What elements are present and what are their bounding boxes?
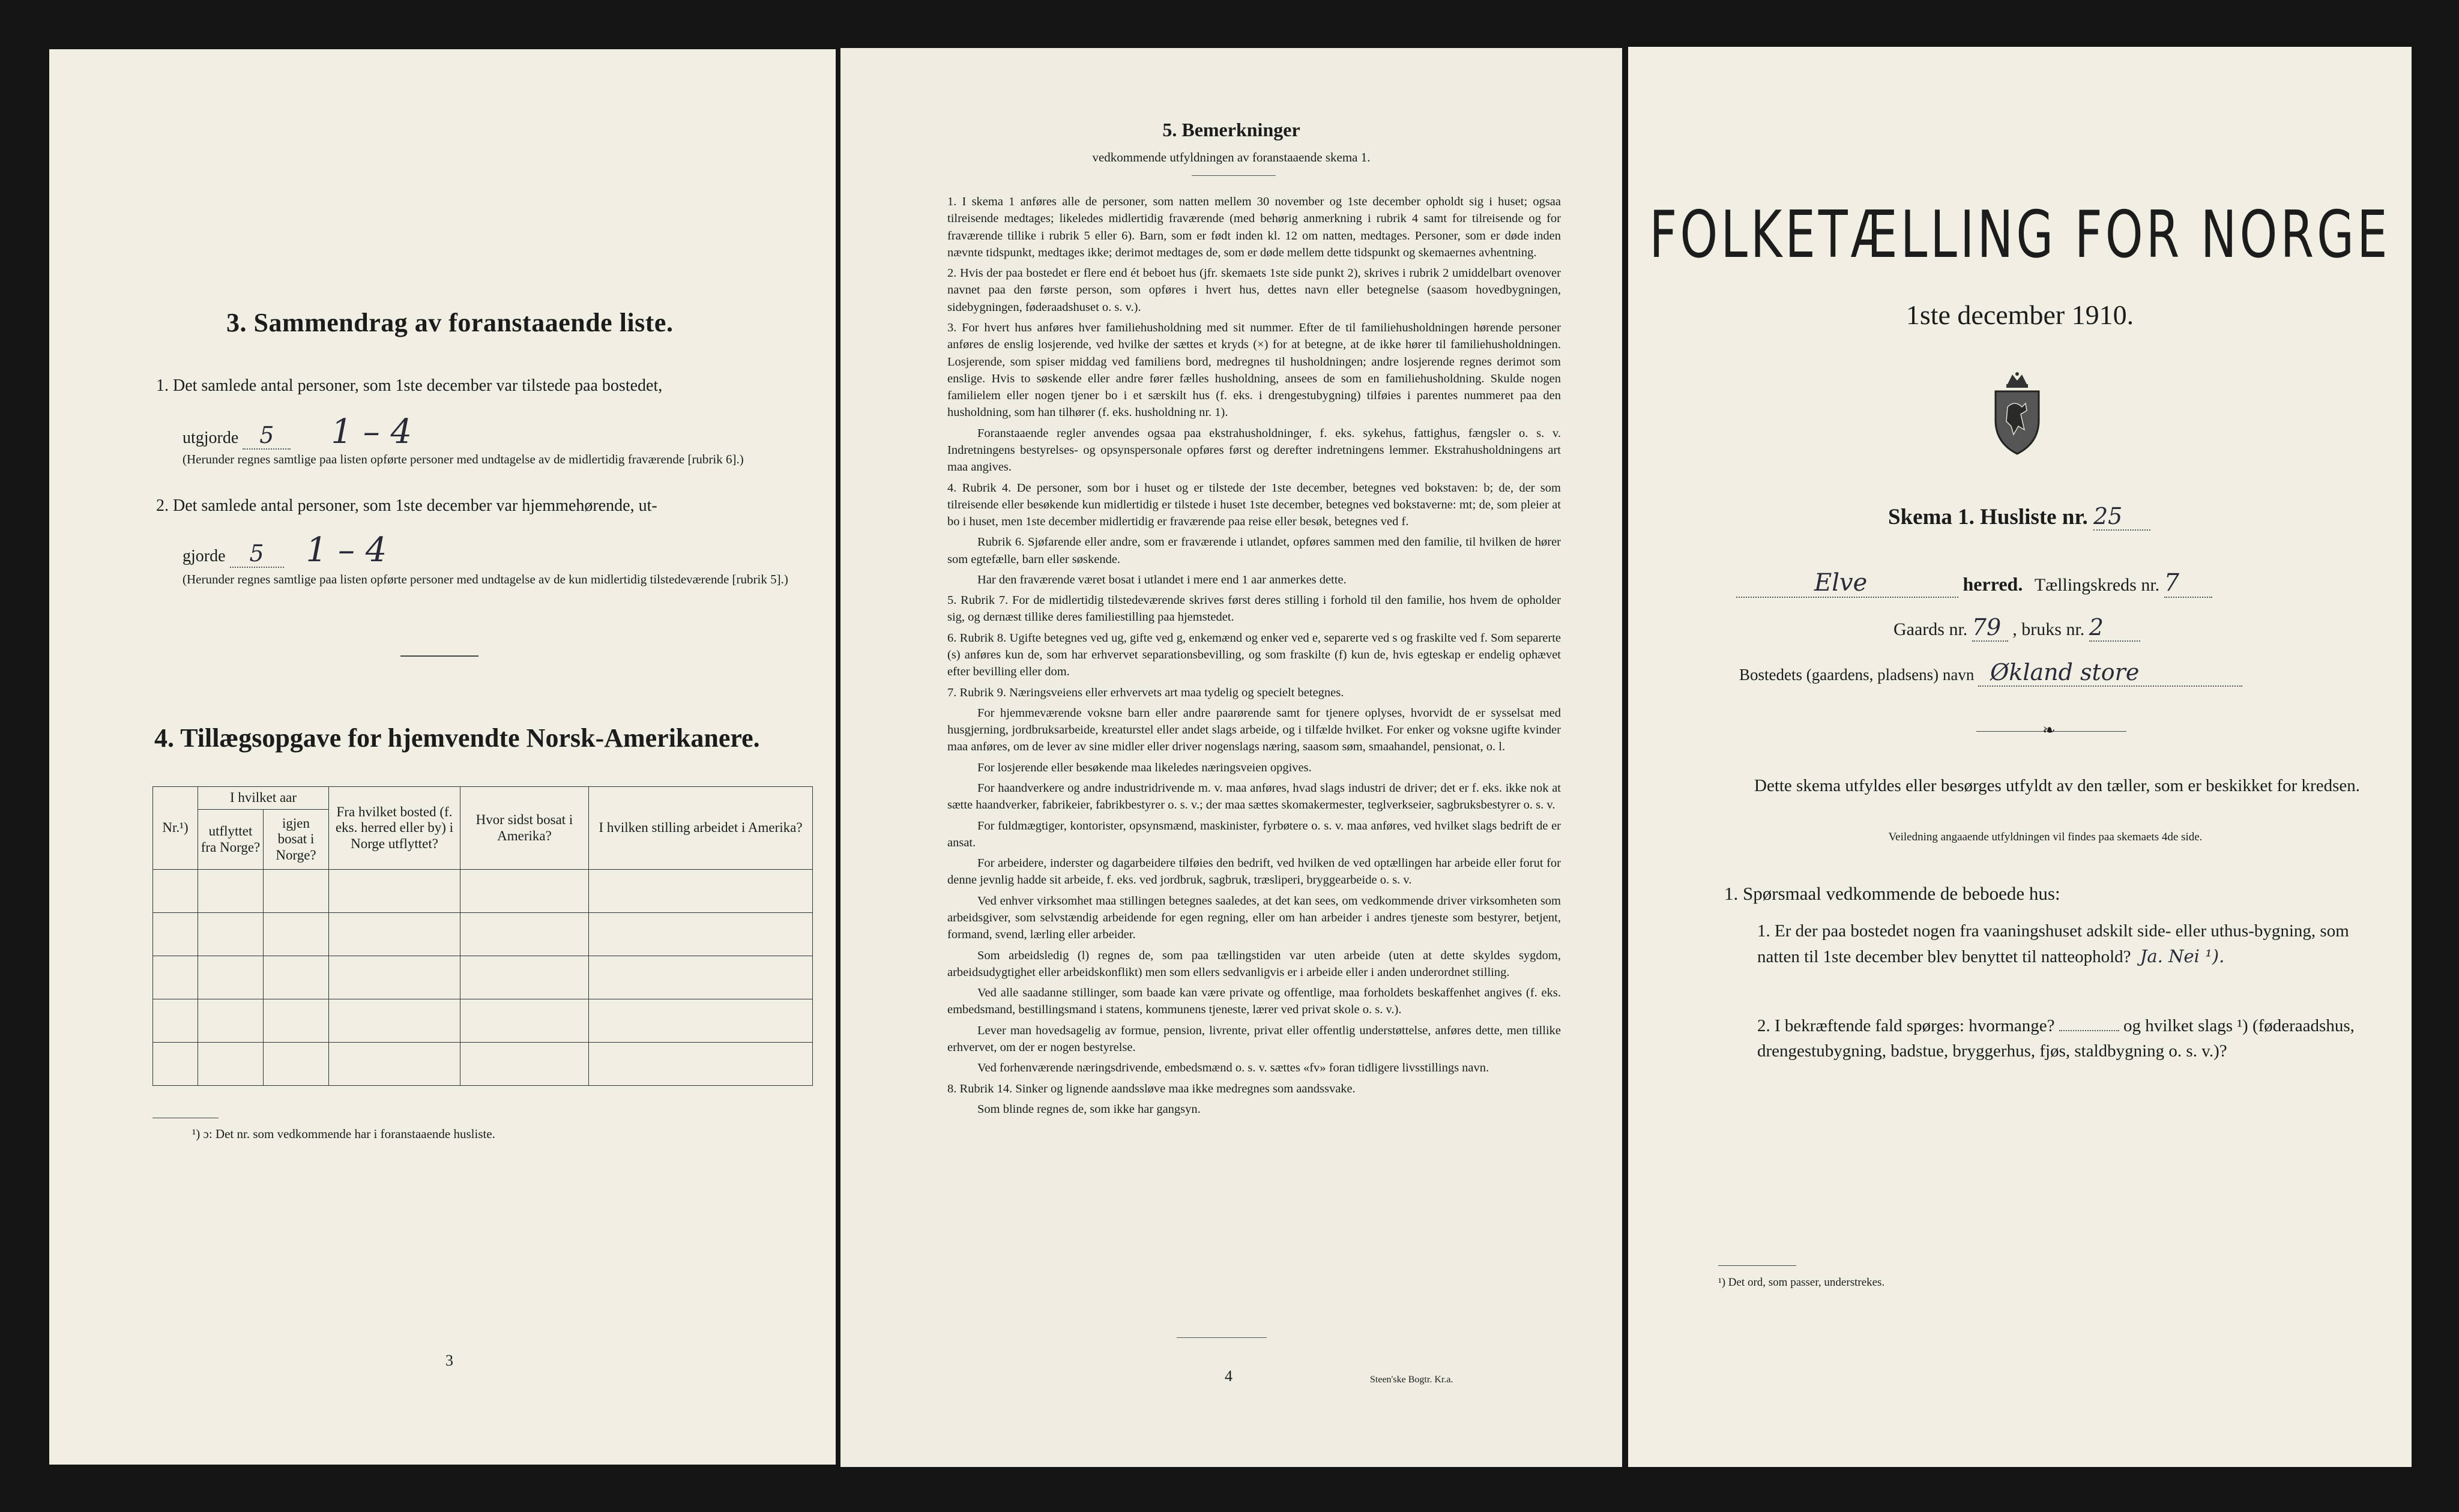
th-stilling: I hvilken stilling arbeidet i Amerika? bbox=[589, 787, 813, 870]
item1-note: (Herunder regnes samtlige paa listen opførte personer med undtagelse av de midlertidig fraværende [rubrik 6].) bbox=[183, 452, 744, 466]
husliste-nr: 25 bbox=[2093, 503, 2150, 531]
gaards-value: 79 bbox=[1972, 614, 2008, 642]
footnote-rule bbox=[1718, 1265, 1796, 1266]
table-row bbox=[153, 913, 813, 956]
item2-line1: 2. Det samlede antal personer, som 1ste december var hjemmehørende, ut- bbox=[156, 496, 657, 515]
remark-5: 5. Rubrik 7. For de midlertidig tilstedeværende skrives først deres stilling i forhold til den familie, hos hvem de opholder sig, og dernæst tillike deres familiestilling paa hjemstedet. bbox=[947, 594, 1561, 624]
remarks-title: 5. Bemerkninger bbox=[1162, 119, 1300, 140]
intro-text: Dette skema utfyldes eller besørges utfyldt av den tæller, som er beskikket for kredsen. bbox=[1754, 776, 2360, 795]
remark-8: 8. Rubrik 14. Sinker og lignende aandssløve maa ikke medregnes som aandssvake. bbox=[947, 1082, 1356, 1095]
bruks-value: 2 bbox=[2089, 614, 2140, 642]
table-row bbox=[153, 1043, 813, 1086]
remark-3b: Foranstaaende regler anvendes ogsaa paa ekstrahusholdninger, f. eks. sykehus, fattighus, fængsler o. s. v. Indretningens bestyrelses- og opsynspersonale opføres først og derefter indretningens lemmer. Ekstrahusholdningens art maa angives. bbox=[947, 426, 1561, 474]
remarks-body bbox=[947, 193, 1561, 1121]
question-2-text-c: (føderaadshus, drengestubygning, badstue, bryggerhus, fjøs, staldbygning o. s. v.)? bbox=[1757, 1016, 2355, 1061]
question-1-answer: Ja. Nei ¹). bbox=[2140, 946, 2225, 967]
table-footnote: ¹) ɔ: Det nr. som vedkommende har i foranstaaende husliste. bbox=[192, 1127, 495, 1141]
remark-7g: Ved enhver virksomhet maa stillingen betegnes saaledes, at det kan sees, om vedkommende driver virksomheten som arbeidsgiver, som selvstændig arbeidende for egen regning, eller om han arbeider i andres tjeneste som bestyrer, betjent, formand, svend, lærling eller arbeider. bbox=[947, 894, 1561, 942]
item1-utgjorde-label: utgjorde bbox=[183, 429, 239, 447]
item1-line1: 1. Det samlede antal personer, som 1ste december var tilstede paa bostedet, bbox=[156, 376, 663, 395]
th-nr: Nr.¹) bbox=[153, 787, 198, 870]
remark-4: 4. Rubrik 4. De personer, som bor i huset og er tilstede der 1ste december, betegnes ved bokstaven: b; de, der som tilreisende eller besøkende kun midlertidig er tilstede i huset 1ste december, betegnes ved bokstaverne: mt; de, som pleier at bo i huset, men 1ste december midlertidig er fraværende paa reise eller besøk, betegnes ved f. bbox=[947, 481, 1561, 529]
remark-7b: For hjemmeværende voksne barn eller andre paarørende samt for tjenere oplyses, hvorvidt de er sysselsat med husgjerning, jordbruksarbeide, kreaturstel eller andet slags arbeide, og i tilfælde hvilket. For enker og voksne ugifte kvinder maa anføres, om de lever av sine midler eller driver nogenslags næring, saasom søm, smaahandel, pensionat, o. l. bbox=[947, 706, 1561, 754]
item2-note: (Herunder regnes samtlige paa listen opførte personer med undtagelse av de kun midlertidig tilstedeværende [rubrik 5].) bbox=[183, 572, 788, 586]
remark-7f: For arbeidere, inderster og dagarbeidere tilføies den bedrift, ved hvilken de ved optællingen har arbeide eller forut for denne jevnlig hadde sit arbeide, f. eks. ved jordbruk, sagbruk, træsliperi, bryggearbeide o. s. v. bbox=[947, 857, 1561, 887]
page-number: 4 bbox=[1225, 1367, 1233, 1385]
herred-label: herred. bbox=[1963, 573, 2023, 595]
skema-label: Skema 1. Husliste nr. bbox=[1888, 505, 2088, 529]
th-utflyttet: utflyttet fra Norge? bbox=[198, 810, 264, 870]
item1-utgjorde-row bbox=[183, 412, 412, 451]
th-fra-hvilket: Fra hvilket bosted (f. eks. herred eller by) i Norge utflyttet? bbox=[329, 787, 460, 870]
item1-value: 5 bbox=[243, 422, 291, 450]
question-2-text-a: 2. I bekræftende fald spørges: hvormange? bbox=[1757, 1016, 2055, 1035]
norsk-amerikanere-table bbox=[152, 786, 813, 1086]
census-date: 1ste december 1910. bbox=[1905, 300, 2134, 330]
item1-handwritten: 1 – 4 bbox=[331, 412, 412, 451]
kreds-label: Tællingskreds nr. bbox=[2034, 575, 2160, 595]
question-2 bbox=[1757, 1013, 2358, 1064]
divider bbox=[400, 655, 478, 657]
end-rule bbox=[1177, 1337, 1267, 1338]
veiledning-text: Veiledning angaaende utfyldningen vil findes paa skemaets 4de side. bbox=[1888, 831, 2203, 843]
bruks-label: , bruks nr. bbox=[2012, 619, 2085, 639]
herred-value: Elve bbox=[1736, 569, 1958, 598]
remark-1: 1. I skema 1 anføres alle de personer, som natten mellem 30 november og 1ste december opholdt sig i huset; ogsaa tilreisende medtages; likeledes midlertidig fraværende (med behørig anmerkning i rubrik 4 samt for tilreisende og for fraværende tillike i rubrik 5 eller 6). Barn, som er født inden kl. 12 om natten, medtages. Personer, som er døde inden nævnte tidspunkt, medtages ikke; derimot medtages de, som er døde mellem dette tidspunkt og skemaernes avhentning. bbox=[947, 195, 1561, 259]
skema-row bbox=[1888, 503, 2150, 531]
kreds-value: 7 bbox=[2164, 569, 2212, 598]
right-page bbox=[1628, 47, 2412, 1467]
gaards-row bbox=[1893, 614, 2140, 642]
th-hvilket-aar: I hvilket aar bbox=[198, 787, 329, 810]
th-hvor-sidst: Hvor sidst bosat i Amerika? bbox=[460, 787, 589, 870]
table-row bbox=[153, 999, 813, 1043]
herred-row bbox=[1736, 569, 2212, 598]
remark-7e: For fuldmægtiger, kontorister, opsynsmænd, maskinister, fyrbøtere o. s. v. maa anføres, ved hvilket slags bedrift de er ansat. bbox=[947, 819, 1561, 849]
item2-value: 5 bbox=[230, 540, 284, 568]
census-title: FOLKETÆLLING FOR NORGE bbox=[1649, 197, 2391, 273]
remark-7i: Ved alle saadanne stillinger, som baade kan være private og offentlige, maa forholdets beskaffenhet angives (f. eks. embedsmand, bestillingsmand i statens, kommunens tjeneste, lærer ved privat skole o. s. v.). bbox=[947, 986, 1561, 1017]
section4-title: 4. Tillægsopgave for hjemvendte Norsk-Amerikanere. bbox=[154, 723, 760, 753]
remark-7h: Som arbeidsledig (l) regnes de, som paa tællingstiden var uten arbeide (uten at dette skyldes sygdom, arbeidsudygtighet eller arbeidskonflikt) men som ellers sedvanligvis er i arbeide eller i anden underordnet stilling. bbox=[947, 948, 1561, 979]
remark-6: 6. Rubrik 8. Ugifte betegnes ved ug, gifte ved g, enkemænd og enker ved e, separerte ved s og fraskilte ved f. Som separerte (s) anføres kun de, som har erhvervet separationsbevilling, og som fraskilte (f) kun de, hvis egteskap er endelig ophævet efter bevilling eller dom. bbox=[947, 631, 1561, 679]
page-number: 3 bbox=[445, 1352, 453, 1369]
remark-2: 2. Hvis der paa bostedet er flere end ét beboet hus (jfr. skemaets 1ste side punkt 2), skrives i rubrik 2 umiddelbart ovenover navnet paa den første person, som opføres i hvert hus, dettes navn eller betegnelse (saasom hovedbygningen, sidebygningen, føderaadshuset o. s. v.). bbox=[947, 267, 1561, 314]
bosted-label: Bostedets (gaardens, pladsens) navn bbox=[1739, 666, 1975, 684]
remark-7j: Lever man hovedsagelig av formue, pension, livrente, privat eller offentlig understøttelse, anføres dette, men tillike erhvervet, om der er nogen bestyrelse. bbox=[947, 1023, 1561, 1054]
left-page bbox=[49, 49, 836, 1465]
right-footnote: ¹) Det ord, som passer, understrekes. bbox=[1718, 1276, 1885, 1289]
remark-7c: For losjerende eller besøkende maa likeledes næringsveien opgives. bbox=[977, 761, 1312, 774]
question-2-text-b: og hvilket slags ¹) bbox=[2123, 1016, 2248, 1035]
remark-7k: Ved forhenværende næringsdrivende, embedsmænd o. s. v. sættes «fv» foran tidligere livsstillings navn. bbox=[977, 1061, 1489, 1075]
item2-gjorde-row bbox=[183, 531, 387, 570]
middle-page bbox=[840, 48, 1622, 1467]
ornament-icon: ❧ bbox=[2042, 721, 2056, 739]
bosted-row bbox=[1739, 659, 2242, 687]
remark-7: 7. Rubrik 9. Næringsveiens eller erhvervets art maa tydelig og specielt betegnes. bbox=[947, 685, 1344, 699]
question-1-text: 1. Er der paa bostedet nogen fra vaaningshuset adskilt side- eller uthus-bygning, som natten til 1ste december blev benyttet til natteophold? bbox=[1757, 921, 2349, 967]
remark-8b: Som blinde regnes de, som ikke har gangsyn. bbox=[977, 1102, 1201, 1116]
remark-4b: Rubrik 6. Sjøfarende eller andre, som er fraværende i utlandet, opføres sammen med den familie, til hvilken de hører som egtefælle, barn eller søskende. bbox=[947, 535, 1561, 566]
table-row bbox=[153, 956, 813, 999]
table-row bbox=[153, 870, 813, 913]
norway-coat-of-arms-icon bbox=[1990, 372, 2045, 456]
gaards-label: Gaards nr. bbox=[1893, 619, 1968, 639]
th-igjen: igjen bosat i Norge? bbox=[264, 810, 329, 870]
question-1 bbox=[1757, 918, 2358, 969]
remarks-subtitle: vedkommende utfyldningen av foranstaaende skema 1. bbox=[1092, 150, 1371, 164]
remark-7d: For haandverkere og andre industridrivende m. v. maa anføres, hvad slags industri de driver; det er f. eks. ikke nok at sætte haandverker, fabrikeier, fabrikbestyrer o. s. v.; der maa sættes skomakermester, teglverkseier, sagbruksbestyrer o. s. v. bbox=[947, 782, 1561, 812]
remark-3: 3. For hvert hus anføres hver familiehusholdning med sit nummer. Efter de til familiehusholdningen hørende personer anføres de enslig losjerende, ved hvilke der sættes et kryds (×) for at betegne, at de ikke hører til familiehusholdningen. Losjerende, som spiser middag ved familiens bord, medregnes til husholdningen; andre losjerende regnes derimot som enslige. Hvis to søskende eller andre fører fælles husholdning, ansees de som en familiehusholdning. Skulde nogen familielem eller nogen tjener bo i et særskilt hus (f. eks. i drengestubygning) tilføies i parentes nummeret paa den husholdning, som han tilhører (f. eks. husholdning nr. 1). bbox=[947, 321, 1561, 420]
section3-title: 3. Sammendrag av foranstaaende liste. bbox=[226, 308, 674, 337]
bosted-value: Økland store bbox=[1978, 659, 2242, 687]
item2-gjorde-label: gjorde bbox=[183, 547, 226, 565]
title-rule bbox=[1192, 175, 1276, 176]
remark-4c: Har den fraværende været bosat i utlandet i mere end 1 aar anmerkes dette. bbox=[977, 573, 1347, 586]
printer-imprint: Steen'ske Bogtr. Kr.a. bbox=[1370, 1375, 1453, 1385]
item2-handwritten: 1 – 4 bbox=[306, 531, 387, 570]
questions-heading: 1. Spørsmaal vedkommende de beboede hus: bbox=[1724, 883, 2060, 904]
question-2-blank bbox=[2059, 1030, 2119, 1031]
